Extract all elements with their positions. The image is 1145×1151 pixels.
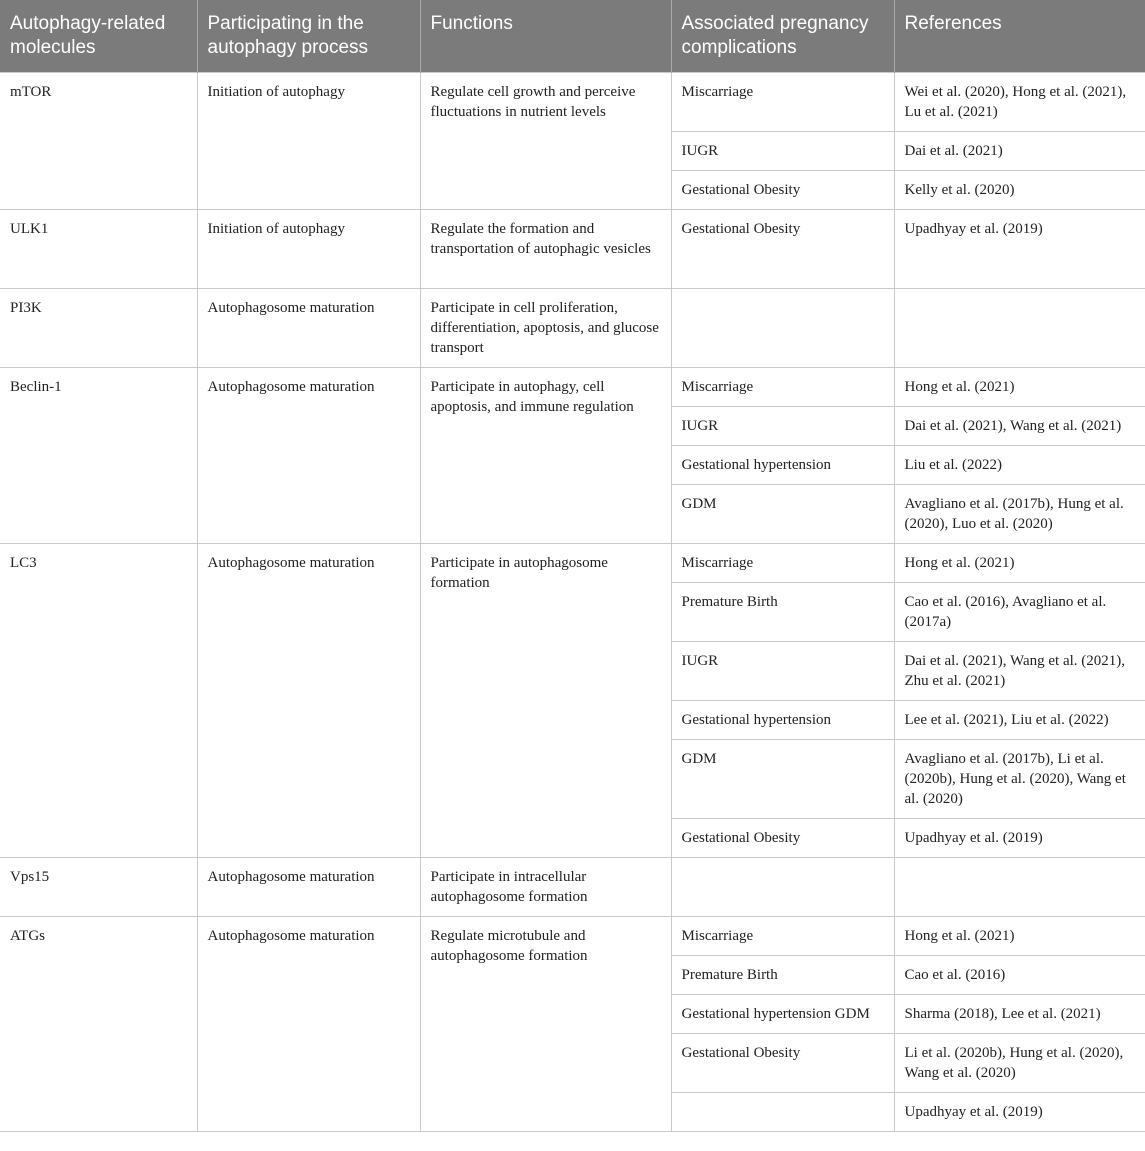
process-cell: Initiation of autophagy (197, 72, 420, 209)
function-cell: Participate in cell proliferation, differentiation, apoptosis, and glucose transport (420, 288, 671, 367)
table-row (0, 209, 1145, 288)
complication-cell (671, 857, 894, 916)
complication-cell: Premature Birth (671, 955, 894, 994)
references-cell: Cao et al. (2016) (894, 955, 1145, 994)
molecule-cell: Beclin-1 (0, 367, 197, 543)
function-cell: Regulate microtubule and autophagosome formation (420, 916, 671, 1131)
header-complications: Associated pregnancy complications (671, 0, 894, 72)
complication-cell (671, 288, 894, 367)
molecule-cell: ATGs (0, 916, 197, 1131)
process-cell: Autophagosome maturation (197, 367, 420, 543)
process-cell: Autophagosome maturation (197, 288, 420, 367)
references-cell: Dai et al. (2021), Wang et al. (2021), Zhu et al. (2021) (894, 641, 1145, 700)
references-cell: Dai et al. (2021), Wang et al. (2021) (894, 406, 1145, 445)
references-cell: Avagliano et al. (2017b), Hung et al. (2020), Luo et al. (2020) (894, 484, 1145, 543)
process-cell: Autophagosome maturation (197, 857, 420, 916)
references-cell: Avagliano et al. (2017b), Li et al. (2020b), Hung et al. (2020), Wang et al. (2020) (894, 739, 1145, 818)
table-row (0, 916, 1145, 955)
molecule-cell: LC3 (0, 543, 197, 857)
references-cell: Upadhyay et al. (2019) (894, 818, 1145, 857)
complication-cell: IUGR (671, 406, 894, 445)
complication-cell: Gestational hypertension (671, 700, 894, 739)
complication-cell: Gestational Obesity (671, 209, 894, 288)
complication-cell: GDM (671, 739, 894, 818)
references-cell: Wei et al. (2020), Hong et al. (2021), Lu et al. (2021) (894, 72, 1145, 131)
header-references: References (894, 0, 1145, 72)
complication-cell (671, 1092, 894, 1131)
process-cell: Initiation of autophagy (197, 209, 420, 288)
table-row (0, 367, 1145, 406)
table-row (0, 72, 1145, 131)
molecule-cell: ULK1 (0, 209, 197, 288)
references-cell: Hong et al. (2021) (894, 543, 1145, 582)
header-molecules: Autophagy-related molecules (0, 0, 197, 72)
complication-cell: Gestational Obesity (671, 1033, 894, 1092)
references-cell: Li et al. (2020b), Hung et al. (2020), Wang et al. (2020) (894, 1033, 1145, 1092)
header-process: Participating in the autophagy process (197, 0, 420, 72)
references-cell: Hong et al. (2021) (894, 916, 1145, 955)
complication-cell: Miscarriage (671, 916, 894, 955)
complication-cell: Gestational hypertension (671, 445, 894, 484)
references-cell: Sharma (2018), Lee et al. (2021) (894, 994, 1145, 1033)
complication-cell: Miscarriage (671, 72, 894, 131)
process-cell: Autophagosome maturation (197, 916, 420, 1131)
references-cell: Kelly et al. (2020) (894, 170, 1145, 209)
complication-cell: IUGR (671, 131, 894, 170)
function-cell: Regulate cell growth and perceive fluctuations in nutrient levels (420, 72, 671, 209)
complication-cell: IUGR (671, 641, 894, 700)
header-row (0, 0, 1145, 72)
references-cell (894, 288, 1145, 367)
complication-cell: Gestational Obesity (671, 818, 894, 857)
complication-cell: Premature Birth (671, 582, 894, 641)
function-cell: Regulate the formation and transportation of autophagic vesicles (420, 209, 671, 288)
table-body (0, 72, 1145, 1131)
complication-cell: Miscarriage (671, 543, 894, 582)
references-cell: Liu et al. (2022) (894, 445, 1145, 484)
references-cell: Hong et al. (2021) (894, 367, 1145, 406)
table-row (0, 543, 1145, 582)
molecule-cell: PI3K (0, 288, 197, 367)
function-cell: Participate in intracellular autophagosome formation (420, 857, 671, 916)
complication-cell: Gestational Obesity (671, 170, 894, 209)
references-cell: Upadhyay et al. (2019) (894, 1092, 1145, 1131)
table-row (0, 857, 1145, 916)
references-cell: Dai et al. (2021) (894, 131, 1145, 170)
function-cell: Participate in autophagy, cell apoptosis, and immune regulation (420, 367, 671, 543)
table-header (0, 0, 1145, 72)
table-row (0, 288, 1145, 367)
molecule-cell: mTOR (0, 72, 197, 209)
function-cell: Participate in autophagosome formation (420, 543, 671, 857)
references-cell: Lee et al. (2021), Liu et al. (2022) (894, 700, 1145, 739)
process-cell: Autophagosome maturation (197, 543, 420, 857)
references-cell (894, 857, 1145, 916)
complication-cell: Gestational hypertension GDM (671, 994, 894, 1033)
molecule-cell: Vps15 (0, 857, 197, 916)
references-cell: Cao et al. (2016), Avagliano et al. (2017a) (894, 582, 1145, 641)
header-functions: Functions (420, 0, 671, 72)
complication-cell: Miscarriage (671, 367, 894, 406)
complication-cell: GDM (671, 484, 894, 543)
references-cell: Upadhyay et al. (2019) (894, 209, 1145, 288)
